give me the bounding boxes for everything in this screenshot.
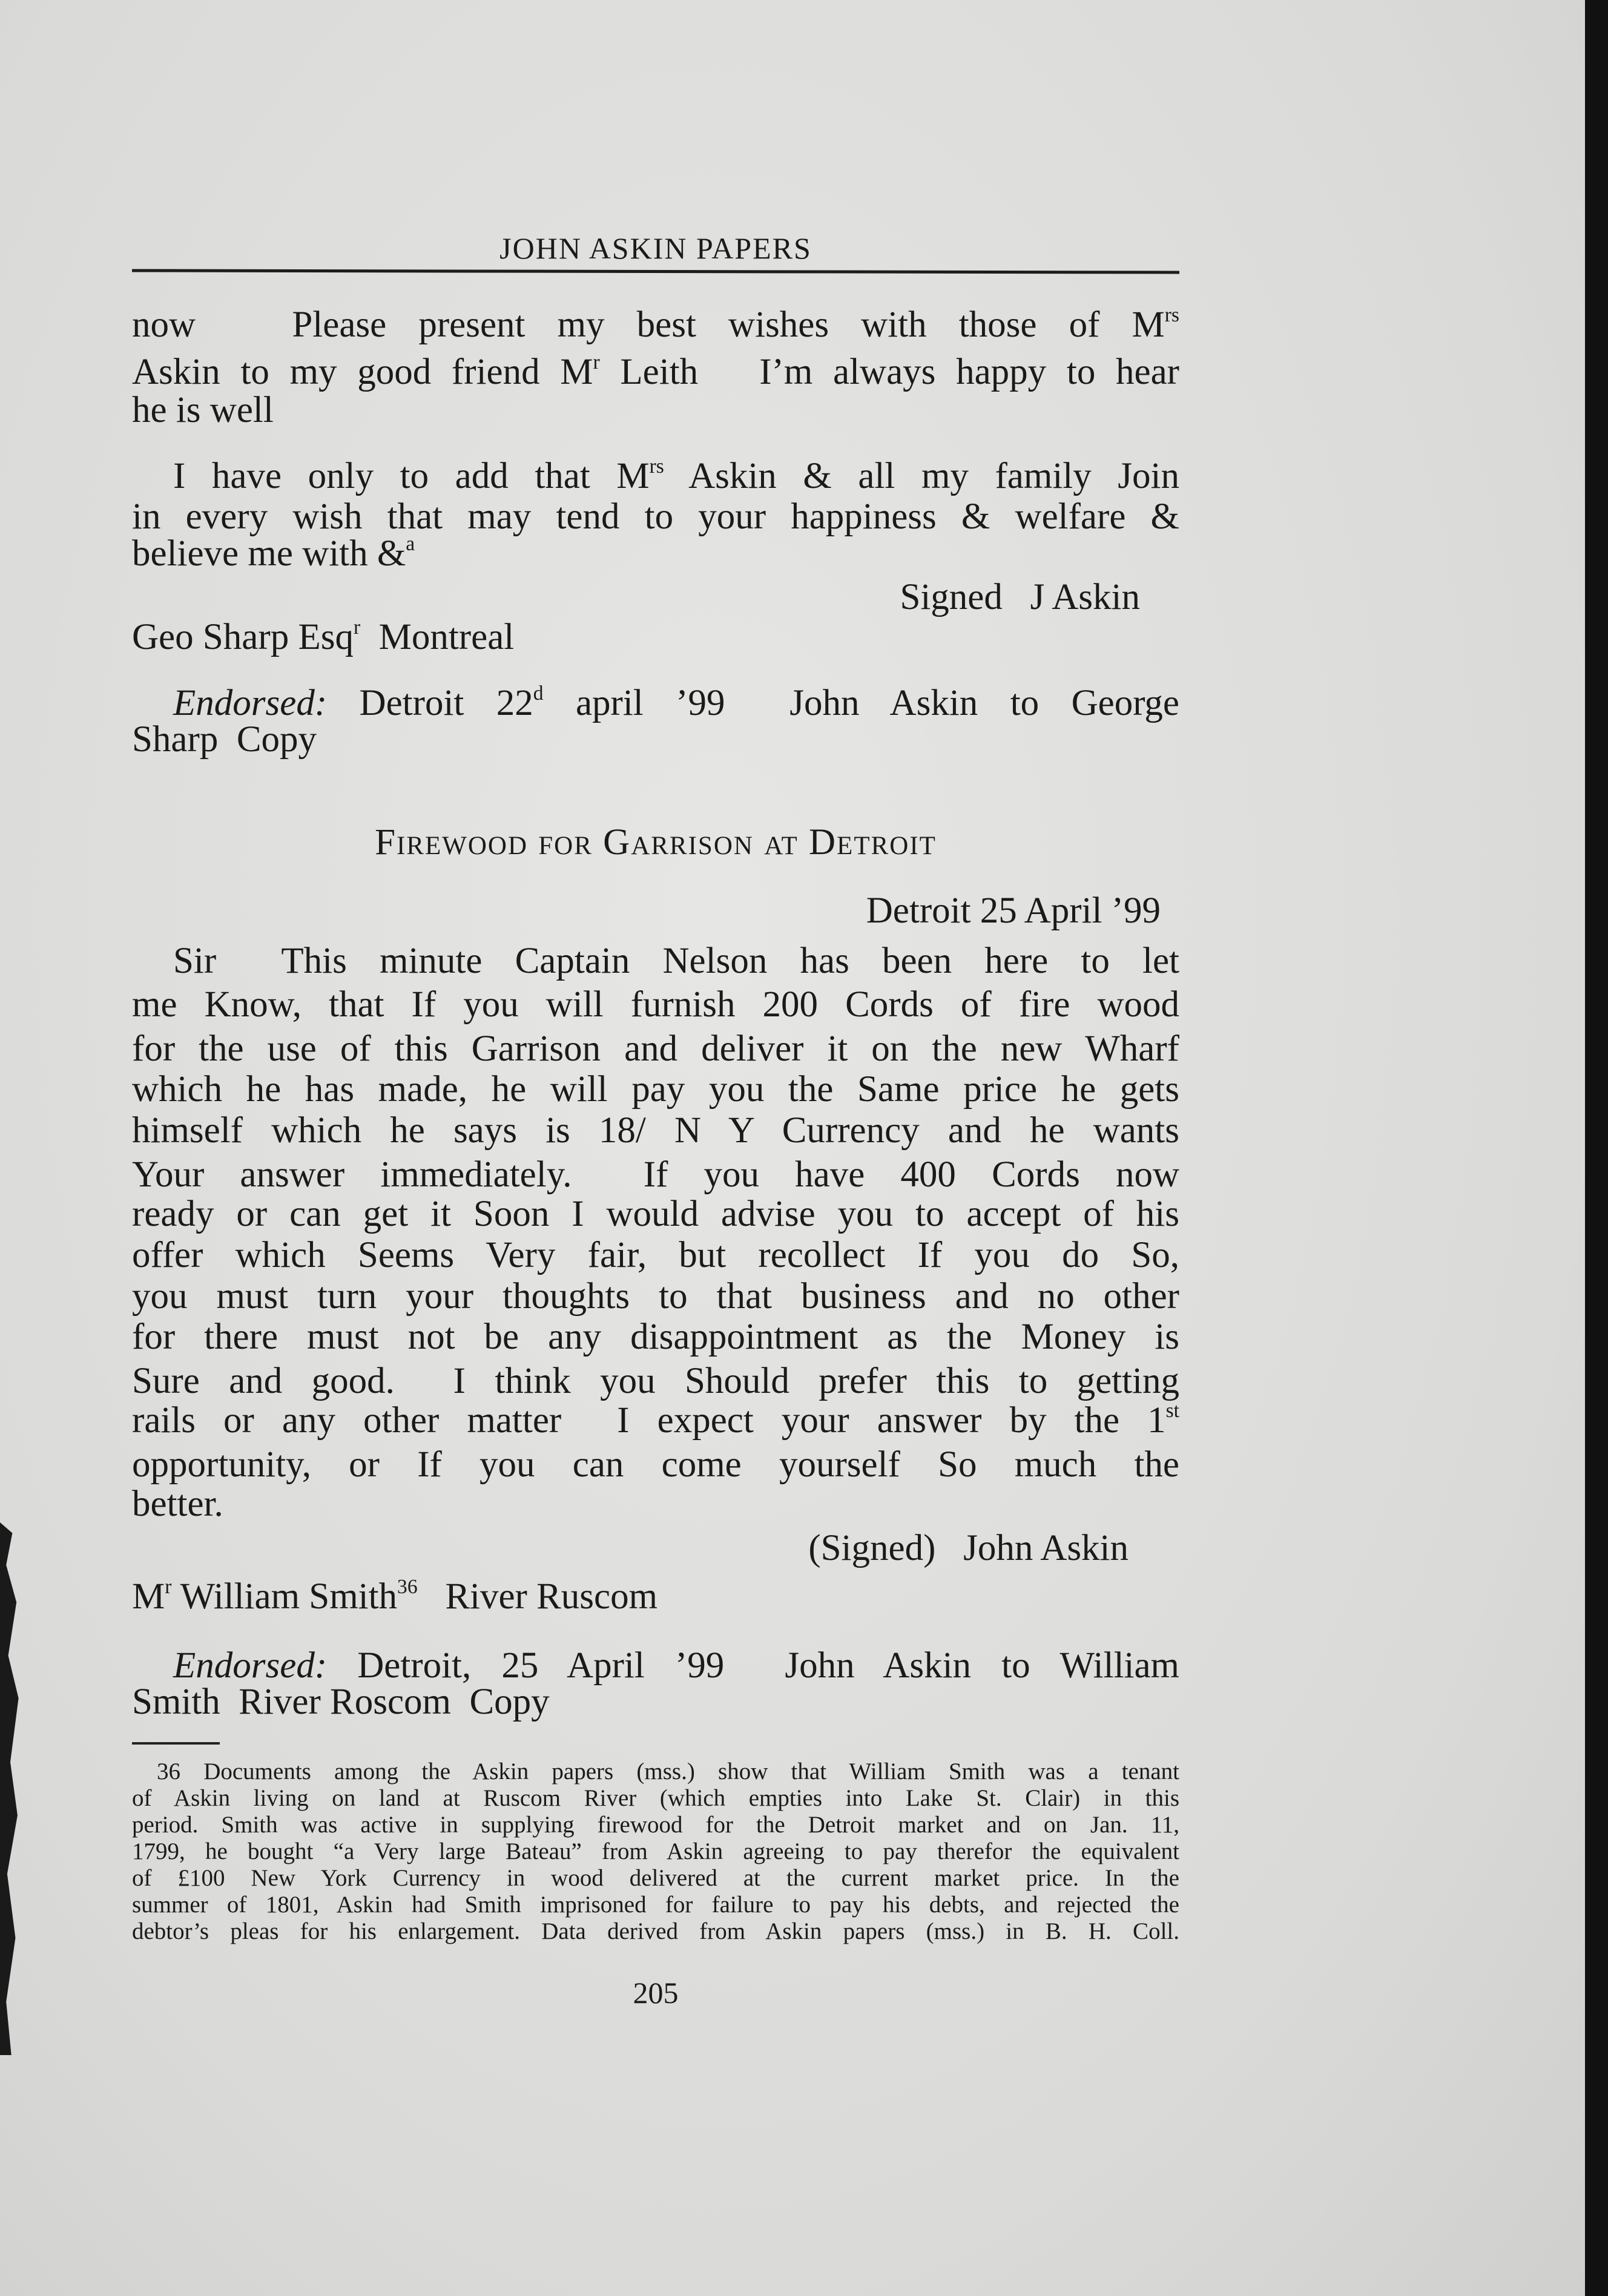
footnote-line: summer of 1801, Askin had Smith imprisoned for failure to pay his debts, and rejected the — [132, 1892, 1179, 1918]
text-run: me Know, that If you will furnish 200 Cords of fire wood — [132, 984, 1179, 1025]
text-line — [132, 530, 1179, 578]
text-line — [132, 1396, 1179, 1445]
text-run: april ’99 John Askin to George — [543, 683, 1179, 723]
superscript: a — [406, 532, 415, 555]
text-run: Endorsed: — [173, 683, 328, 723]
text-line — [866, 887, 1161, 935]
text-line — [132, 818, 1179, 867]
text-run: Detroit 22 — [327, 683, 533, 723]
text-run: in every wish that may tend to your happiness & welfare & — [132, 496, 1179, 537]
text-run: I have only to add that M — [173, 456, 650, 496]
footnote-line: of £100 New York Currency in wood delivered at the current market price. In the — [132, 1865, 1179, 1891]
text-line — [132, 613, 1179, 662]
text-run: which he has made, he will pay you the Same price he gets — [132, 1069, 1179, 1110]
scan-edge-shadow — [1585, 0, 1608, 2296]
text-run: ready or can get it Soon I would advise you to accept of his — [132, 1194, 1179, 1234]
text-run: M — [132, 1576, 165, 1617]
text-line — [132, 1107, 1179, 1155]
text-run: now Please present my best wishes with those of M — [132, 304, 1165, 345]
text-run: Askin & all my family Join — [664, 456, 1179, 496]
text-run: believe me with & — [132, 533, 406, 574]
text-line — [132, 1678, 1179, 1726]
footnote-line: 36 Documents among the Askin papers (mss.) show that William Smith was a tenant — [157, 1758, 1179, 1784]
text-run: for the use of this Garrison and deliver it on the new Wharf — [132, 1028, 1179, 1069]
superscript: 36 — [397, 1575, 418, 1598]
text-line — [132, 715, 1179, 764]
text-run: better. — [132, 1484, 223, 1524]
text-line — [173, 937, 1179, 985]
superscript: rs — [1164, 303, 1179, 326]
text-line — [132, 981, 1179, 1029]
footnote-rule — [132, 1742, 220, 1745]
text-run: William Smith — [171, 1576, 398, 1617]
text-run: for there must not be any disappointment as the Money is — [132, 1317, 1179, 1357]
text-run: he is well — [132, 390, 274, 430]
superscript: d — [533, 682, 544, 705]
running-head: JOHN ASKIN PAPERS — [499, 231, 812, 265]
text-run: Sir This minute Captain Nelson has been here to let — [173, 941, 1179, 981]
superscript: r — [165, 1575, 172, 1598]
footnote-line: of Askin living on land at Ruscom River (which empties into Lake St. Clair) in this — [132, 1785, 1179, 1811]
text-run: offer which Seems Very fair, but recollect If you do So, — [132, 1235, 1179, 1275]
superscript: r — [353, 616, 361, 639]
page-number: 205 — [633, 1976, 679, 2010]
text-run: River Ruscom — [417, 1576, 658, 1617]
text-run: Montreal — [360, 617, 515, 657]
footnote-line: 1799, he bought “a Very large Bateau” from Askin agreeing to pay therefor the equivalent — [132, 1838, 1179, 1864]
text-line — [132, 1573, 1179, 1621]
text-run: himself which he says is 18/ N Y Currency and he wants — [132, 1110, 1179, 1151]
text-line — [132, 301, 1179, 349]
text-run: Geo Sharp Esq — [132, 617, 354, 657]
section-heading: Firewood for Garrison at Detroit — [375, 822, 937, 863]
text-run: Detroit, 25 April ’99 John Askin to William — [327, 1645, 1179, 1686]
text-run: opportunity, or If you can come yourself So much the — [132, 1444, 1179, 1485]
superscript: st — [1165, 1399, 1179, 1422]
text-line — [132, 386, 1179, 435]
text-line — [808, 1524, 1129, 1573]
text-run: Sharp Copy — [132, 719, 317, 760]
text-run: Your answer immediately. If you have 400 Cords now — [132, 1154, 1179, 1195]
text-run: Leith I’m always happy to hear — [599, 352, 1179, 392]
text-run: Smith River Roscom Copy — [132, 1682, 550, 1722]
text-run: Sure and good. I think you Should prefer this to getting — [132, 1361, 1179, 1401]
footnote-line: period. Smith was active in supplying firewood for the Detroit market and on Jan. 11, — [132, 1812, 1179, 1838]
text-run: Askin to my good friend M — [132, 352, 593, 392]
footnote-line: debtor’s pleas for his enlargement. Data derived from Askin papers (mss.) in B. H. Coll. — [132, 1918, 1179, 1944]
superscript: r — [593, 350, 600, 373]
text-run: Signed J Askin — [900, 577, 1140, 617]
text-run: Detroit 25 April ’99 — [866, 890, 1161, 931]
text-line — [132, 1313, 1179, 1361]
text-run: Endorsed: — [173, 1645, 328, 1686]
text-line — [132, 1480, 1179, 1528]
text-run: (Signed) John Askin — [808, 1528, 1129, 1568]
superscript: rs — [649, 455, 664, 478]
text-run: rails or any other matter I expect your answer by the 1 — [132, 1400, 1166, 1441]
text-run: you must turn your thoughts to that business and no other — [132, 1276, 1179, 1317]
